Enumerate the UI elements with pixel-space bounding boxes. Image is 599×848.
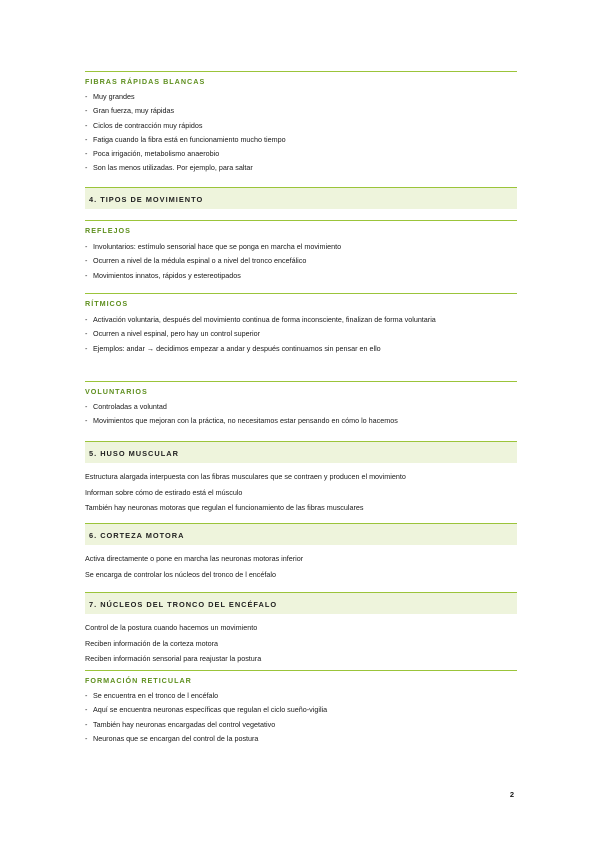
- paragraph-line: Estructura alargada interpuesta con las fibras musculares que se contraen y producen el movimiento: [85, 472, 406, 481]
- list-item: - Neuronas que se encargan del control de la postura: [85, 732, 517, 746]
- list-item: - Muy grandes: [85, 90, 517, 104]
- list-item: - Poca irrigación, metabolismo anaerobio: [85, 147, 517, 161]
- list-item: - Movimientos que mejoran con la práctica, no necesitamos estar pensando en cómo lo hacemos: [85, 414, 517, 428]
- voluntarios-section: [85, 381, 517, 429]
- list-item: - Ejemplos: andar → decidimos empezar a andar y después continuamos sin pensar en ello: [85, 342, 517, 356]
- paragraph-line: Reciben información de la corteza motora: [85, 638, 219, 648]
- list-item: - Movimientos innatos, rápidos y estereotipados: [85, 269, 517, 283]
- list-item: - Involuntarios: estímulo sensorial hace que se ponga en marcha el movimiento: [85, 240, 517, 254]
- subsection-heading: RÍTMICOS: [85, 293, 517, 309]
- subsection-heading: REFLEJOS: [85, 220, 517, 236]
- corteza-section: [85, 523, 517, 582]
- section-heading: 4. TIPOS DE MOVIMIENTO: [85, 187, 517, 209]
- section-heading: 5. HUSO MUSCULAR: [85, 441, 517, 463]
- list-item: - Activación voluntaria, después del movimiento continua de forma inconsciente, finalizan de forma voluntaria: [85, 313, 517, 327]
- section-heading: 6. CORTEZA MOTORA: [85, 523, 517, 545]
- paragraph-line: Reciben información sensorial para reajustar la postura: [85, 654, 262, 663]
- section-heading: 7. NÚCLEOS DEL TRONCO DEL ENCÉFALO: [85, 592, 517, 614]
- list-item: - Ocurren a nivel de la médula espinal o a nivel del tronco encefálico: [85, 254, 517, 268]
- nucleos-section: [85, 592, 517, 667]
- list-item: - Controladas a voluntad: [85, 400, 517, 414]
- list-item: - Aquí se encuentra neuronas específicas que regulan el ciclo sueño-vigilia: [85, 703, 517, 717]
- paragraph-line: Activa directamente o pone en marcha las neuronas motoras inferior: [85, 554, 304, 563]
- list-item: - Gran fuerza, muy rápidas: [85, 104, 517, 118]
- subsection-heading: FIBRAS RÁPIDAS BLANCAS: [85, 71, 517, 87]
- subsection-heading: FORMACIÓN RETICULAR: [85, 670, 517, 686]
- tipos-section: [85, 187, 517, 209]
- list-item: - Ciclos de contracción muy rápidos: [85, 119, 517, 133]
- paragraph-line: Control de la postura cuando hacemos un movimiento: [85, 623, 258, 632]
- subsection-heading: VOLUNTARIOS: [85, 381, 517, 397]
- list-item: - Se encuentra en el tronco de l encéfalo: [85, 689, 517, 703]
- page-number: 2: [509, 790, 514, 799]
- paragraph-line: Se encarga de controlar los núcleos del tronco de l encéfalo: [85, 569, 276, 579]
- paragraph-line: También hay neuronas motoras que regulan el funcionamiento de las fibras musculares: [85, 503, 364, 512]
- list-item: - También hay neuronas encargadas del control vegetativo: [85, 718, 517, 732]
- list-item: - Ocurren a nivel espinal, pero hay un control superior: [85, 327, 517, 341]
- huso-section: [85, 441, 517, 516]
- formacion-section: [85, 670, 517, 746]
- paragraph-line: Informan sobre cómo de estirado está el músculo: [85, 487, 243, 497]
- fibras-section: [85, 71, 517, 176]
- ritmicos-section: [85, 293, 517, 356]
- reflejos-section: [85, 220, 517, 283]
- list-item: - Son las menos utilizadas. Por ejemplo, para saltar: [85, 161, 517, 175]
- list-item: - Fatiga cuando la fibra está en funcionamiento mucho tiempo: [85, 133, 517, 147]
